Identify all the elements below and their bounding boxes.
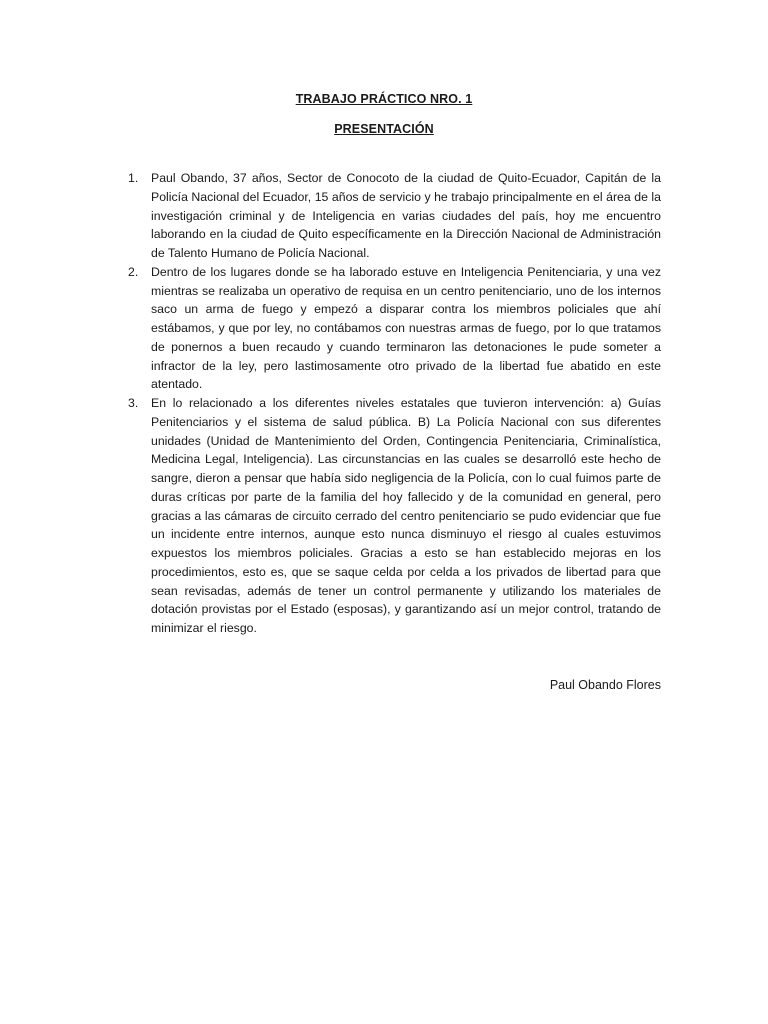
list-item-number: 1. [128,171,139,185]
list-item-text: En lo relacionado a los diferentes niveles estatales que tuvieron intervención: a) Guías Penitenciarios y el sistema de salud pública. B) La Policía Nacional con sus diferentes unidades (Unidad de Mantenimiento del Orden, Contingencia Penitenciaria, Criminalística, Medicina Legal, Inteligencia). Las circunstancias en las cuales se desarrolló este hecho de sangre, dieron a pensar que había sido negligencia de la Policía, con lo cual fuimos parte de duras críticas por parte de la familia del hoy fallecido y de la comunidad en general, pero gracias a las cámaras de circuito cerrado del centro penitenciario se pudo evidenciar que fue un incidente entre internos, aunque esto nunca disminuyo el riesgo al cuales estuvimos expuestos los miembros policiales. Gracias a esto se han establecido mejoras en los procedimientos, esto es, que se saque celda por celda a los privados de libertad para que sean revisadas, además de tener un control permanente y utilizando los materiales de dotación provistas por el Estado (esposas), y garantizando así un mejor control, tratando de minimizar el riesgo. [151,396,661,635]
list-item-number: 3. [128,396,139,410]
list-item [128,263,661,394]
list-item-number: 2. [128,264,139,279]
list-item-text: Dentro de los lugares donde se ha laborado estuve en Inteligencia Penitenciaria, y una vez mientras se realizaba un operativo de requisa en un centro penitenciario, uno de los internos saco un arma de fuego y empezó a disparar contra los miembros policiales que ahí estábamos, y que por ley, no contábamos con nuestras armas de fuego, por lo que tratamos de ponernos a buen recaudo y cuando terminaron las detonaciones le pude someter a infractor de la ley, pero lastimosamente otro privado de la libertad fue abatido en este atentado. [151,264,661,392]
numbered-list [128,169,661,638]
document-title: TRABAJO PRÁCTICO NRO. 1 [295,92,473,106]
list-item [128,394,661,638]
list-item-text: Paul Obando, 37 años, Sector de Conocoto de la ciudad de Quito-Ecuador, Capitán de la Policía Nacional del Ecuador, 15 años de servicio y he trabajo principalmente en el área de la investigación criminal y de Inteligencia en varias ciudades del país, hoy me encuentro laborando en la ciudad de Quito específicamente en la Dirección Nacional de Administración de Talento Humano de Policía Nacional. [151,171,661,260]
list-item [128,169,661,263]
document-subtitle: PRESENTACIÓN [334,122,434,136]
author-signature: Paul Obando Flores [549,678,661,692]
